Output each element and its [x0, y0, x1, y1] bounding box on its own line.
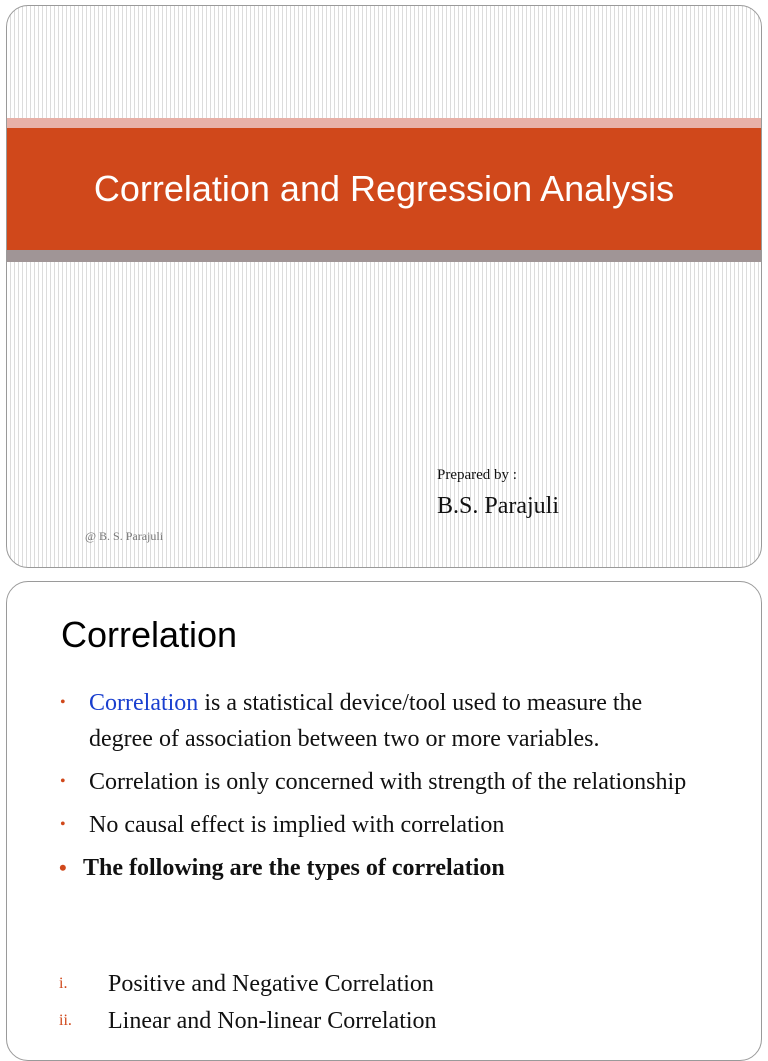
bullet-item [57, 764, 697, 800]
prepared-by-label: Prepared by : [437, 467, 517, 483]
bullet-list [57, 685, 697, 888]
bullet-text: Correlation is only concerned with strength of the relationship [89, 769, 687, 795]
slide-heading: Correlation [61, 614, 238, 655]
list-marker: i. [59, 975, 68, 992]
accent-band-bottom [7, 250, 761, 262]
sub-heading-item [57, 850, 697, 886]
author-name: B.S. Parajuli [437, 493, 560, 519]
bullet-dot-icon: • [60, 694, 66, 711]
bullet-item [57, 685, 697, 757]
sub-heading-text: The following are the types of correlation [83, 855, 505, 881]
content-slide [6, 581, 762, 1061]
slide-footer: @ B. S. Parajuli [85, 529, 164, 543]
list-marker: ii. [59, 1012, 72, 1029]
type-item [57, 966, 437, 1002]
bullet-dot-icon: • [59, 855, 67, 880]
title-slide [6, 5, 762, 568]
bullet-dot-icon: • [60, 773, 66, 790]
type-text: Linear and Non-linear Correlation [108, 1008, 437, 1034]
type-text: Positive and Negative Correlation [108, 971, 434, 997]
bullet-text: No causal effect is implied with correlation [89, 812, 505, 838]
accent-band-top [7, 118, 761, 128]
slide-title: Correlation and Regression Analysis [93, 168, 675, 209]
bullet-item [57, 807, 697, 843]
bullet-text: is a statistical device/tool used to measure the degree of association between two or more variables. [89, 690, 643, 752]
types-list [57, 966, 437, 1040]
type-item [57, 1003, 437, 1039]
highlighted-term: Correlation [89, 690, 199, 716]
bullet-dot-icon: • [60, 816, 66, 833]
